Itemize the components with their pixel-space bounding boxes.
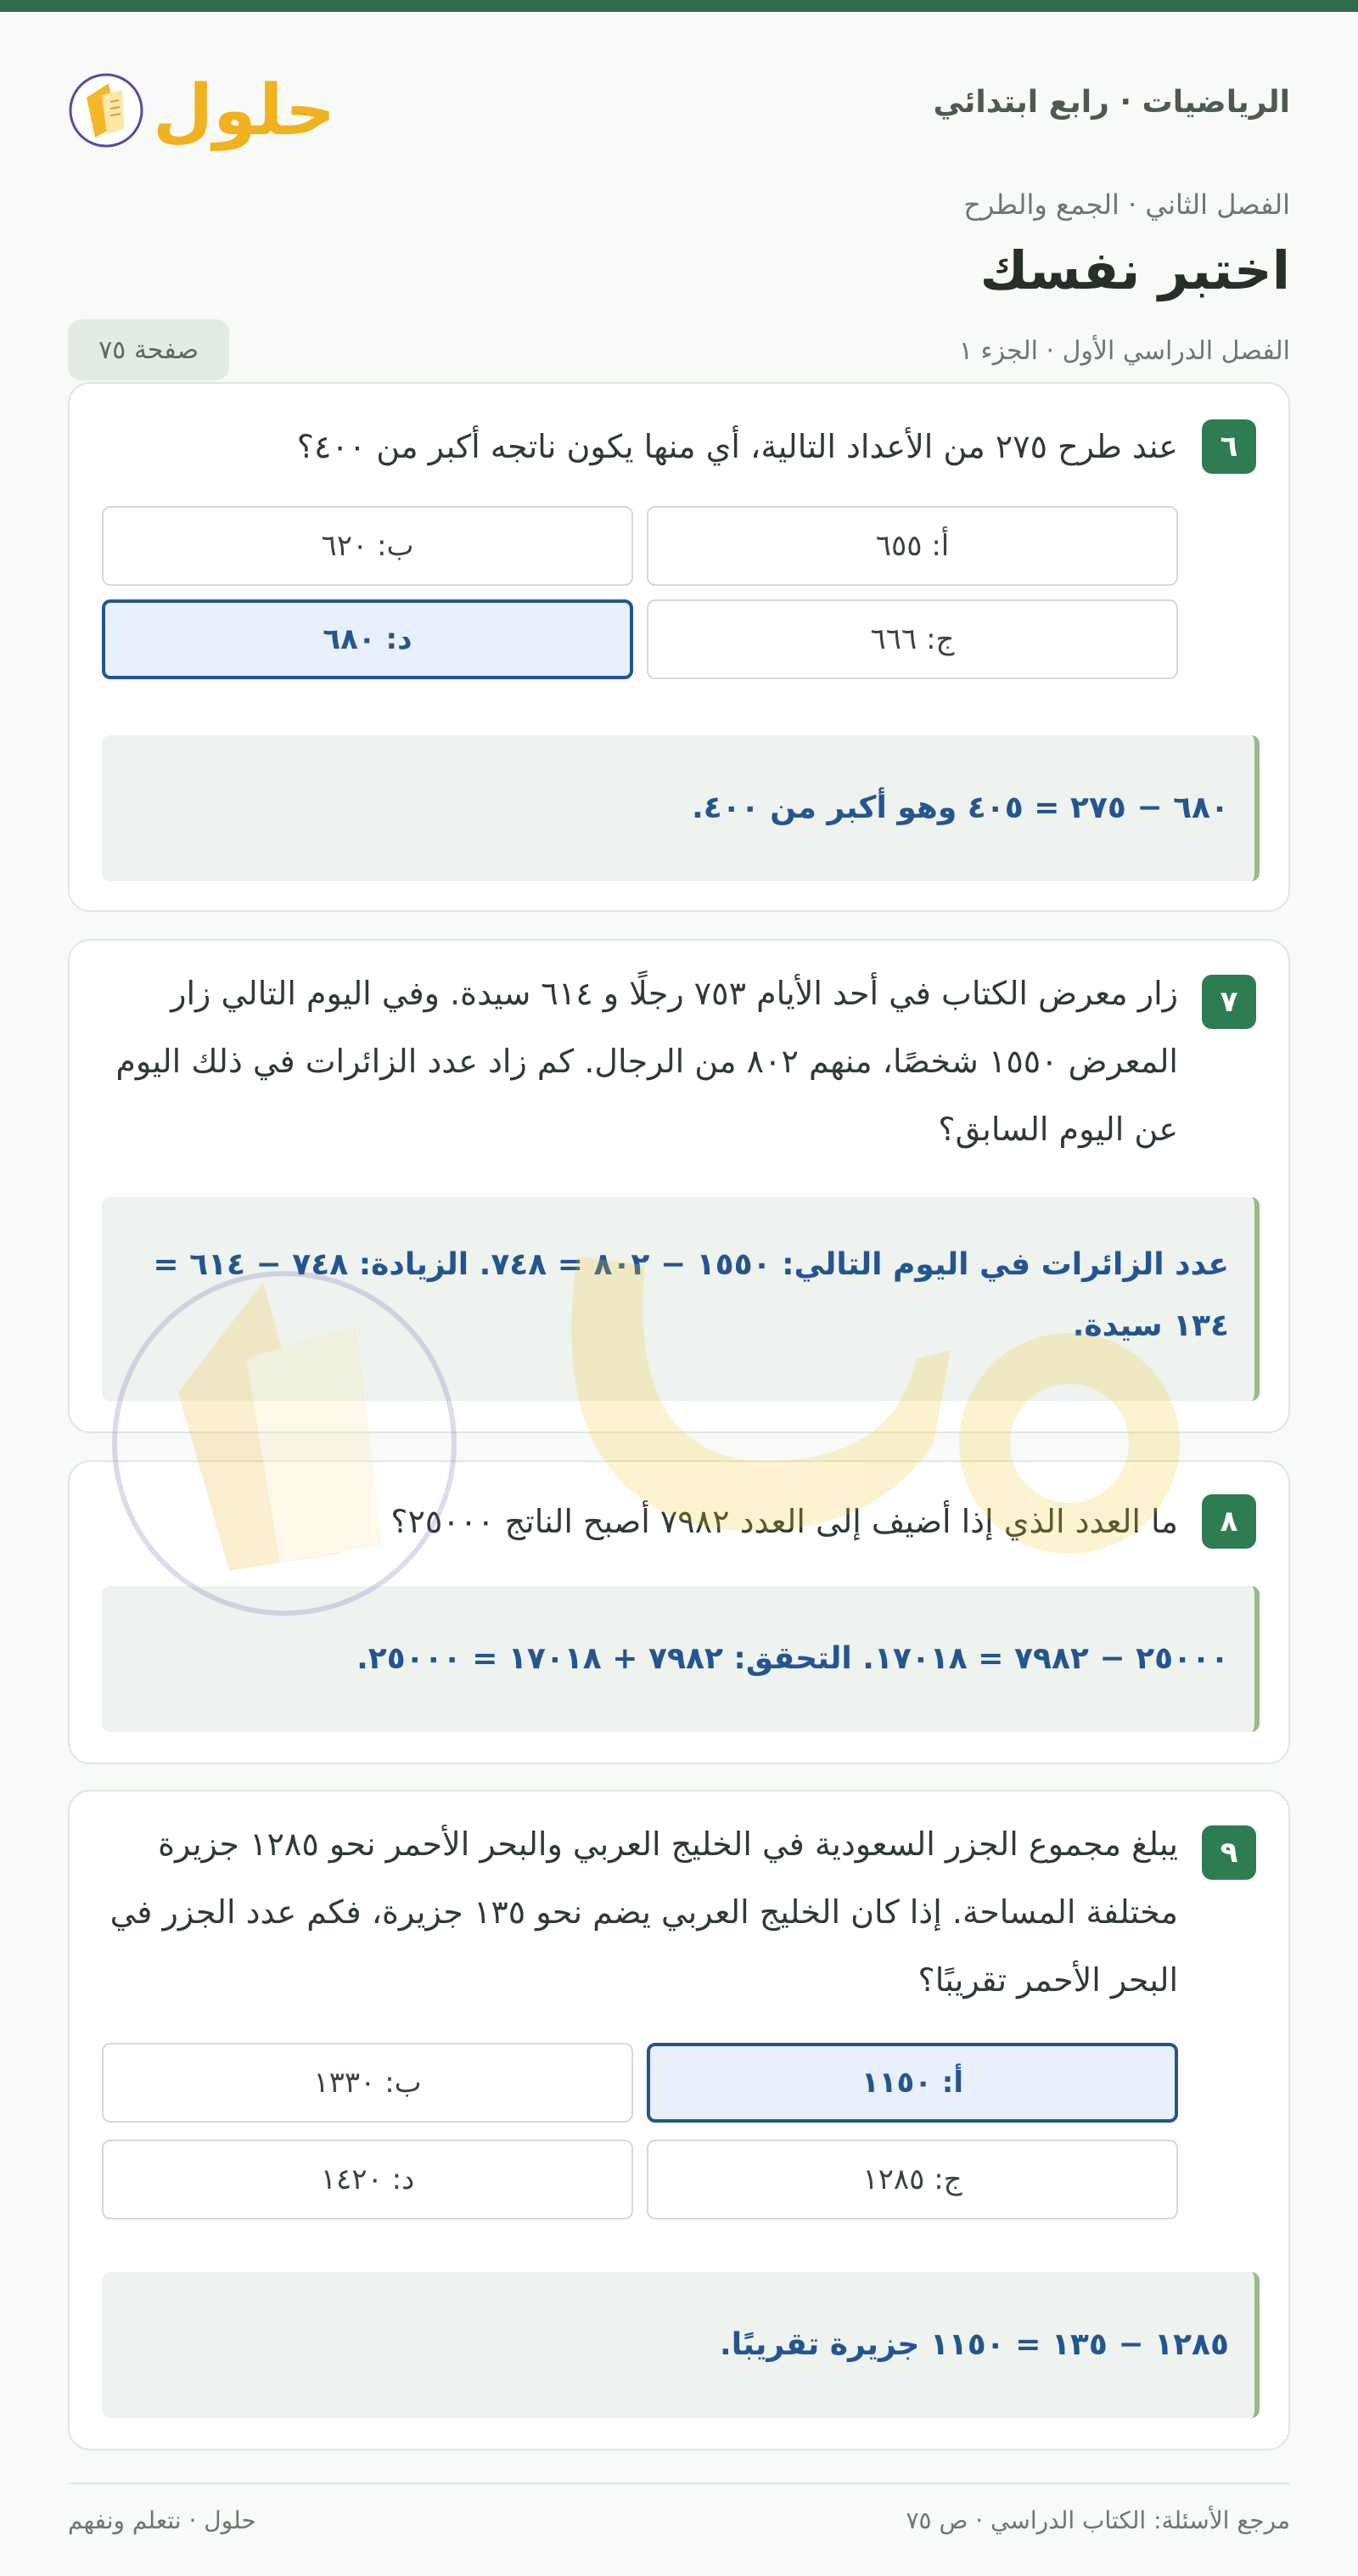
question-number-badge: ٧ (1202, 975, 1256, 1029)
top-accent-bar (0, 0, 1358, 12)
footer-reference: مرجع الأسئلة: الكتاب الدراسي · ص ٧٥ (906, 2506, 1290, 2534)
answer-text: عدد الزائرات في اليوم التالي: ١٥٥٠ − ٨٠٢ = ٧٤٨. الزيادة: ٧٤٨ − ٦١٤ = ١٣٤ سيدة. (153, 1247, 1229, 1343)
answer-box (102, 1586, 1260, 1732)
logo-wordmark: حلول (153, 70, 336, 151)
footer-brand: حلول · نتعلم ونفهم (68, 2506, 256, 2534)
question-number-badge: ٦ (1202, 419, 1256, 474)
answer-text: ٦٨٠ − ٢٧٥ = ٤٠٥ وهو أكبر من ٤٠٠. (692, 790, 1229, 825)
page-number-badge: صفحة ٧٥ (68, 319, 229, 380)
option-d[interactable]: د: ١٤٢٠ (102, 2140, 633, 2219)
question-card-9 (68, 1790, 1290, 2450)
option-b[interactable]: ب: ١٣٣٠ (102, 2043, 633, 2123)
question-card-8 (68, 1460, 1290, 1764)
answer-text: ١٢٨٥ − ١٣٥ = ١١٥٠ جزيرة تقريبًا. (720, 2327, 1229, 2362)
option-d-selected[interactable]: د: ٦٨٠ (102, 599, 633, 679)
option-c[interactable]: ج: ١٢٨٥ (647, 2140, 1178, 2219)
option-c[interactable]: ج: ٦٦٦ (647, 599, 1178, 679)
question-number-badge: ٨ (1202, 1494, 1256, 1549)
answer-box (102, 2272, 1260, 2418)
page-header (68, 59, 1290, 153)
option-a[interactable]: أ: ٦٥٥ (647, 506, 1178, 586)
question-card-6 (68, 382, 1290, 912)
semester-label: الفصل الدراسي الأول · الجزء ١ (958, 336, 1290, 366)
question-text: يبلغ مجموع الجزر السعودية في الخليج العربي والبحر الأحمر نحو ١٢٨٥ جزيرة مختلفة المساحة. إذا كان الخليج العربي يضم نحو ١٣٥ جزيرة، فكم عدد الجزر في البحر الأحمر تقريبًا؟ (109, 1825, 1178, 1999)
question-card-7 (68, 939, 1290, 1433)
question-text: ما العدد الذي إذا أضيف إلى العدد ٧٩٨٢ أصبح الناتج ٢٥٠٠٠؟ (390, 1503, 1178, 1540)
footer-divider (68, 2483, 1290, 2484)
answer-box (102, 735, 1260, 881)
question-text: زار معرض الكتاب في أحد الأيام ٧٥٣ رجلًا و ٦١٤ سيدة. وفي اليوم التالي زار المعرض ١٥٥٠ شخصًا، منهم ٨٠٢ من الرجال. كم زاد عدد الزائرات في ذلك اليوم عن اليوم السابق؟ (115, 975, 1178, 1148)
hulul-logo (68, 59, 336, 153)
answer-text: ٢٥٠٠٠ − ٧٩٨٢ = ١٧٠١٨. التحقق: ٧٩٨٢ + ١٧٠١٨ = ٢٥٠٠٠. (356, 1641, 1229, 1676)
answer-box (102, 1197, 1260, 1401)
option-b[interactable]: ب: ٦٢٠ (102, 506, 633, 586)
option-a-selected[interactable]: أ: ١١٥٠ (647, 2043, 1178, 2123)
question-number-badge: ٩ (1202, 1825, 1256, 1880)
subject-title: الرياضيات · رابع ابتدائي (933, 85, 1290, 120)
question-text: عند طرح ٢٧٥ من الأعداد التالية، أي منها يكون ناتجه أكبر من ٤٠٠؟ (296, 428, 1178, 465)
page-title: اختبر نفسك (979, 239, 1290, 301)
chapter-breadcrumb: الفصل الثاني · الجمع والطرح (963, 188, 1290, 221)
